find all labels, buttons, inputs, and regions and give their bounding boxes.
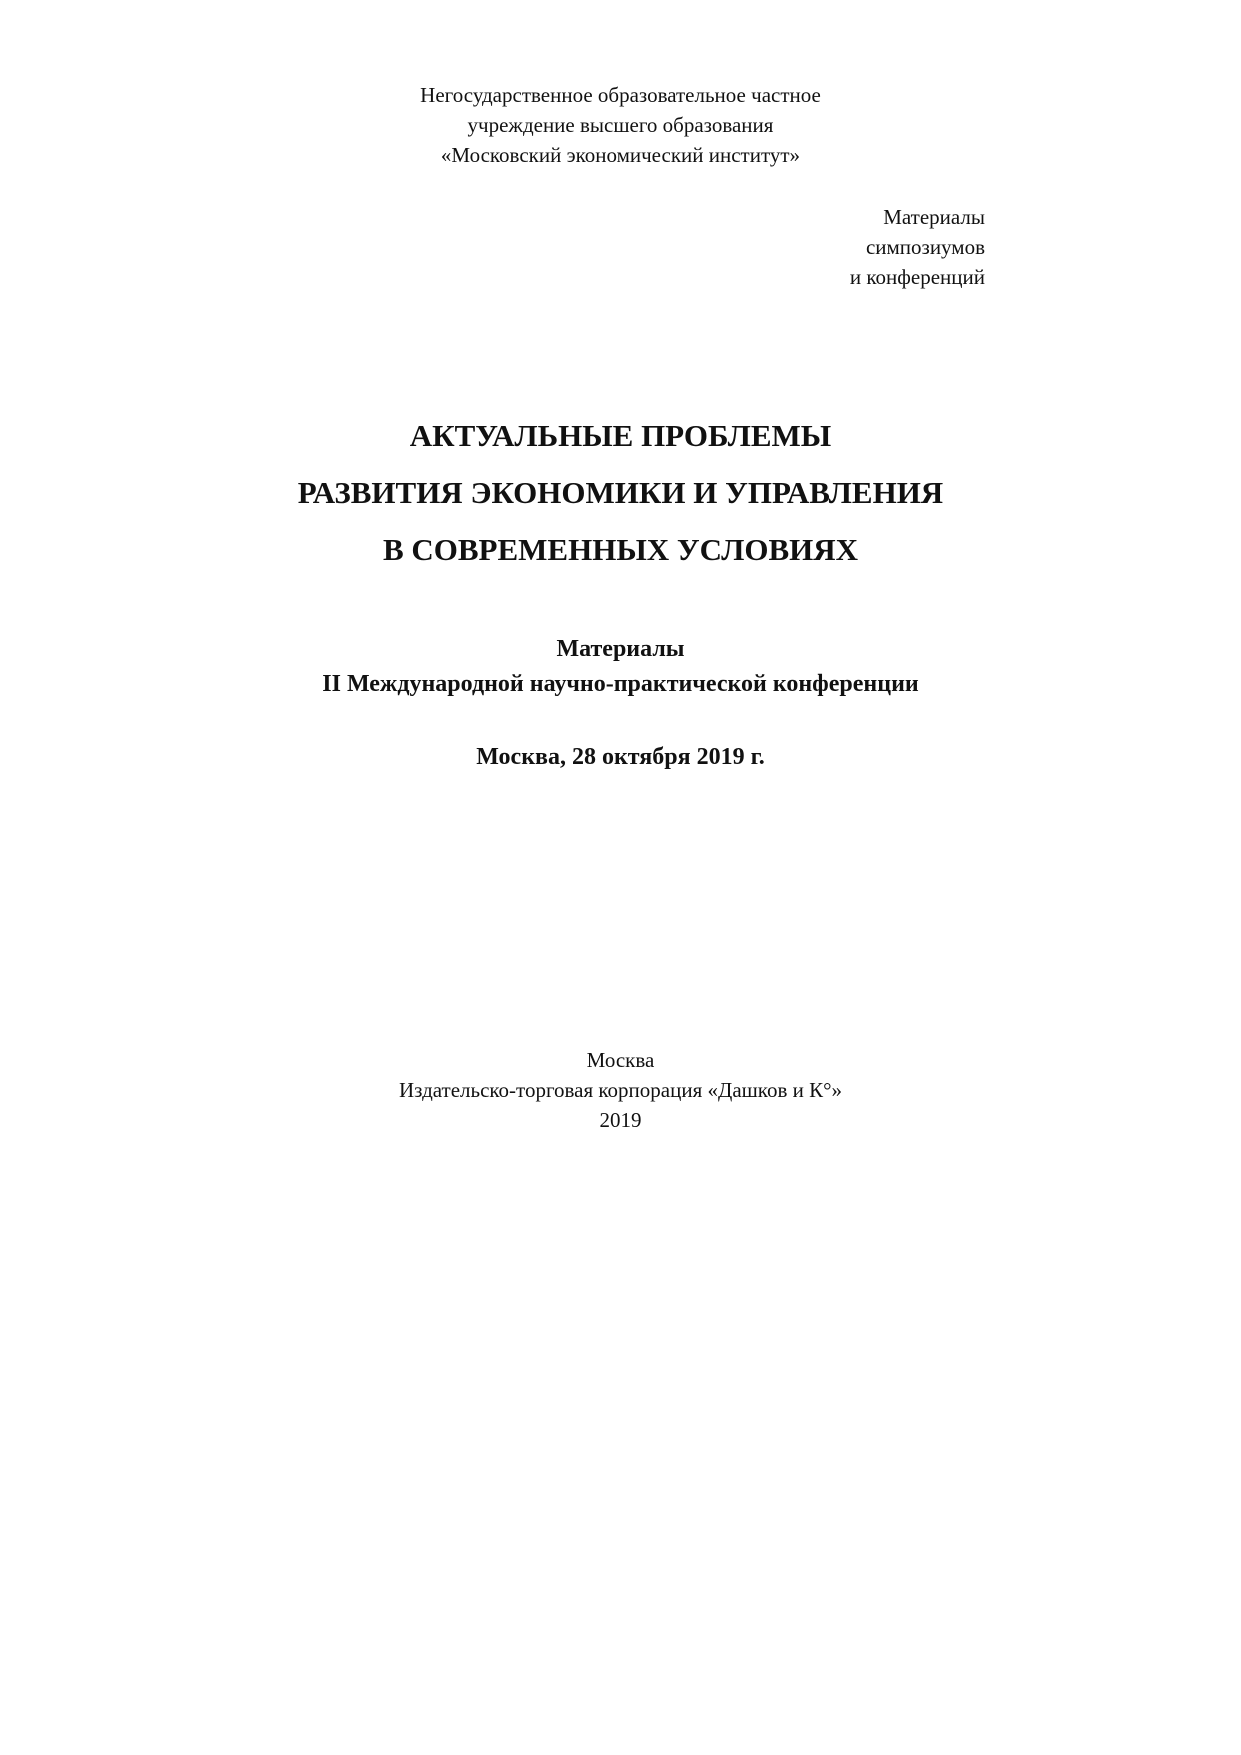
document-subtitle xyxy=(0,632,1241,702)
institution-line: Негосударственное образовательное частное xyxy=(420,83,821,107)
imprint-city: Москва xyxy=(586,1048,655,1072)
subtitle-line: II Международной научно-практической конференции xyxy=(322,671,919,697)
document-title xyxy=(0,407,1241,578)
imprint-publisher: Издательско-торговая корпорация «Дашков и К°» xyxy=(399,1078,842,1102)
institution-line: учреждение высшего образования xyxy=(467,113,774,137)
title-line: РАЗВИТИЯ ЭКОНОМИКИ И УПРАВЛЕНИЯ xyxy=(297,475,944,510)
series-name xyxy=(585,202,985,292)
subtitle-line: Материалы xyxy=(556,636,685,662)
series-line: Материалы xyxy=(883,205,985,229)
title-line: В СОВРЕМЕННЫХ УСЛОВИЯХ xyxy=(382,532,859,567)
title-line: АКТУАЛЬНЫЕ ПРОБЛЕМЫ xyxy=(409,418,832,453)
place-date-line: Москва, 28 октября 2019 г. xyxy=(476,744,765,770)
conference-place-date xyxy=(0,740,1241,775)
institution-name xyxy=(0,80,1241,170)
publisher-imprint xyxy=(0,1045,1241,1135)
imprint-year: 2019 xyxy=(599,1108,642,1132)
series-line: и конференций xyxy=(849,265,985,289)
institution-line: «Московский экономический институт» xyxy=(440,143,801,167)
series-line: симпозиумов xyxy=(865,235,985,259)
